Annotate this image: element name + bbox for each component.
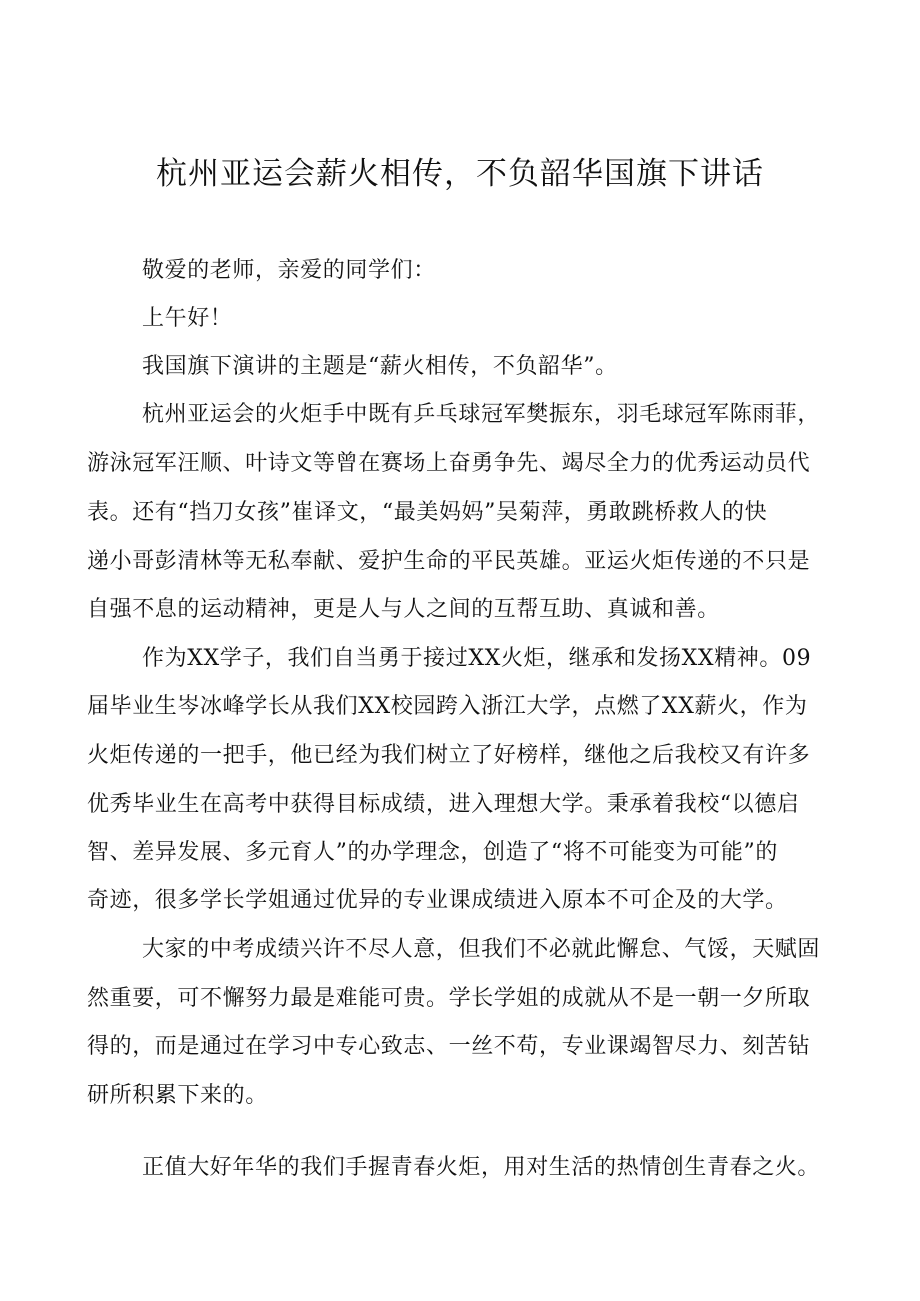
paragraph-1-line-3: 表。还有“挡刀女孩”崔译文，“最美妈妈”吴菊萍，勇敢跳桥救人的快 — [87, 500, 768, 525]
paragraph-2-line-3: 火炬传递的一把手，他已经为我们树立了好榜样，继他之后我校又有许多 — [87, 743, 811, 768]
paragraph-1-line-2: 游泳冠军汪顺、叶诗文等曾在赛场上奋勇争先、竭尽全力的优秀运动员代 — [87, 451, 811, 476]
paragraph-2-line-6: 奇迹，很多学长学姐通过优异的专业课成绩进入原本不可企及的大学。 — [87, 888, 788, 913]
paragraph-2-line-1: 作为XX学子，我们自当勇于接过XX火炬，继承和发扬XX精神。09 — [142, 646, 812, 671]
paragraph-1-line-1: 杭州亚运会的火炬手中既有乒乓球冠军樊振东，羽毛球冠军陈雨菲， — [142, 402, 821, 427]
paragraph-3-line-2: 然重要，可不懈努力最是难能可贵。学长学姐的成就从不是一朝一夕所取 — [87, 986, 811, 1011]
paragraph-2-line-4: 优秀毕业生在高考中获得目标成绩，进入理想大学。秉承着我校“以德启 — [87, 792, 800, 817]
document-title: 杭州亚运会薪火相传，不负韶华国旗下讲话 — [156, 156, 764, 192]
paragraph-2-line-2: 届毕业生岑冰峰学长从我们XX校园跨入浙江大学，点燃了XX薪火，作为 — [87, 694, 808, 719]
paragraph-1-line-5: 自强不息的运动精神，更是人与人之间的互帮互助、真诚和善。 — [87, 597, 720, 622]
paragraph-3-line-4: 研所积累下来的。 — [87, 1083, 268, 1108]
paragraph-4-line-1: 正值大好年华的我们手握青春火炬，用对生活的热情创生青春之火。 — [142, 1155, 821, 1180]
topic-line: 我国旗下演讲的主题是“薪火相传，不负韶华”。 — [142, 354, 618, 379]
paragraph-1-line-4: 递小哥彭清林等无私奉献、爱护生命的平民英雄。亚运火炬传递的不只是 — [87, 549, 811, 574]
salutation-line: 敬爱的老师，亲爱的同学们： — [142, 258, 436, 283]
paragraph-3-line-3: 得的，而是通过在学习中专心致志、一丝不苟，专业课竭智尽力、刻苦钻 — [87, 1034, 811, 1059]
greeting-line: 上午好！ — [142, 306, 233, 331]
paragraph-2-line-5: 智、差异发展、多元育人”的办学理念，创造了“将不可能变为可能”的 — [87, 840, 778, 865]
paragraph-3-line-1: 大家的中考成绩兴许不尽人意，但我们不必就此懈怠、气馁，天赋固 — [142, 937, 821, 962]
